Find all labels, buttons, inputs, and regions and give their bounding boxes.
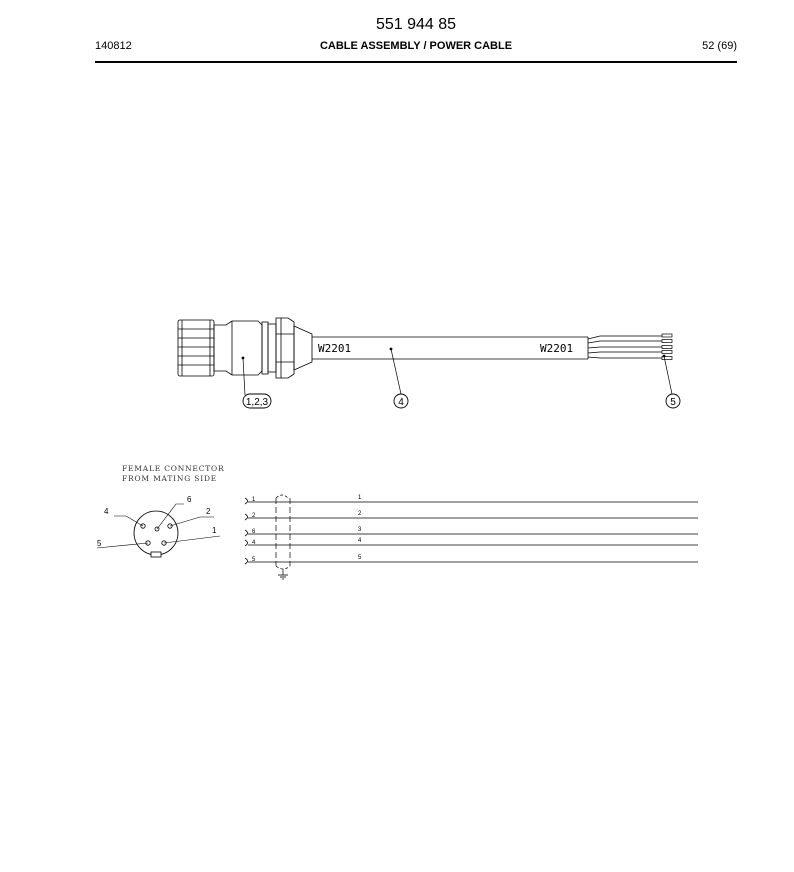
leader-line-cable: [391, 349, 401, 394]
callout-label-5: 5: [670, 397, 676, 408]
connector-pin-label-4: 4: [104, 507, 109, 516]
schematic-wire-label: 5: [358, 555, 362, 561]
schematic-wire-label: 4: [358, 538, 362, 544]
schematic-pin-label: 4: [252, 540, 256, 546]
leader-line-wires: [664, 356, 672, 394]
schematic-pin-label: 6: [252, 529, 256, 535]
schematic-wire-label: 3: [358, 527, 362, 533]
ground-icon: [278, 575, 288, 579]
leader-line-connector: [243, 358, 245, 395]
page-number: 52 (69): [702, 40, 737, 52]
connector-caption-line1: FEMALE CONNECTOR: [122, 464, 225, 473]
page-title: CABLE ASSEMBLY / POWER CABLE: [319, 40, 513, 52]
connector-caption-line2: FROM MATING SIDE: [122, 474, 218, 483]
schematic-pin-label: 5: [252, 557, 256, 563]
schematic-pin-label: 2: [252, 513, 256, 519]
connector-pin-label-2: 2: [206, 507, 211, 516]
connector-pin-label-6: 6: [187, 495, 192, 504]
connector-pin-label-1: 1: [212, 526, 217, 535]
cable-shield: [276, 495, 290, 575]
schematic-wire-label: 2: [358, 511, 362, 517]
cable-marking-right: W2201: [540, 342, 574, 355]
document-number: 551 944 85: [375, 16, 457, 33]
connector-body: [178, 318, 312, 378]
leader-dot-connector: [242, 357, 245, 360]
document-date: 140812: [95, 40, 132, 52]
callout-label-4: 4: [398, 397, 404, 408]
callout-label-1-2-3: 1,2,3: [245, 397, 269, 408]
connector-face: [134, 511, 178, 557]
schematic-pin-label: 1: [252, 497, 256, 503]
schematic-wires: [245, 498, 698, 564]
cable-marking-left: W2201: [318, 342, 352, 355]
leader-dot-cable: [390, 348, 393, 351]
schematic-wire-label: 1: [358, 495, 362, 501]
connector-pin-leaders: [97, 504, 220, 548]
leader-dot-wires: [663, 355, 666, 358]
wire-ends: [588, 334, 672, 360]
connector-pin-label-5: 5: [97, 539, 102, 548]
